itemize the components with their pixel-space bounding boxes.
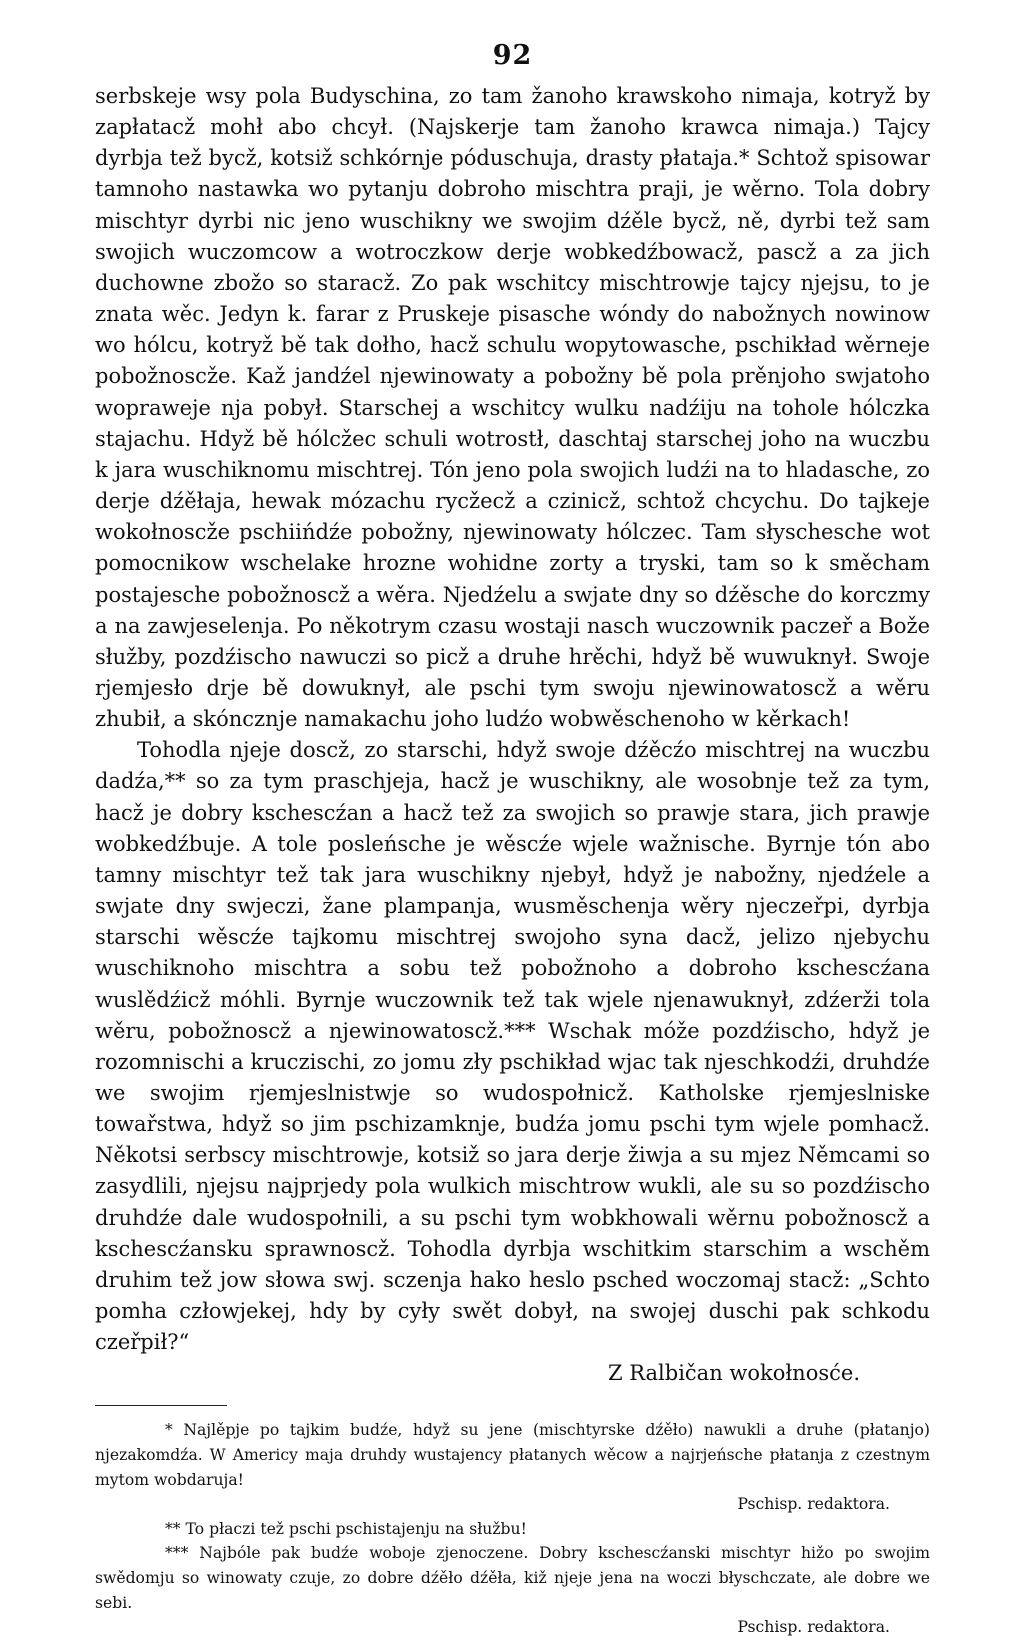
footnote-2-text: ** To płaczi tež pschi pschistajenju na słužbu! (165, 1519, 527, 1538)
footnote-3 (95, 1541, 930, 1639)
footnote-3-sign: Pschisp. redaktora. (737, 1618, 890, 1637)
footnote-1-text: * Najlěpje po tajkim budźe, hdyž su jene (mischtyrske dźěło) nawukli a druhe (płatanjo) njezakomdźa. W Americy maja druhdy wustajency płatanych wěcow a najrjeńsche płatanja z czestnym mytom wobdaruja! (95, 1421, 930, 1489)
footnotes (95, 1418, 930, 1639)
document-page (95, 40, 930, 1640)
footnote-divider (95, 1405, 227, 1406)
main-text (95, 81, 930, 1358)
footnote-3-text: *** Najbóle pak budźe woboje zjenoczene. Dobry kschescźanski mischtyr hižo po swojim swědomju so winowaty czuje, zo dobre dźěło dźěła, kiž njeje jenа na woczi błyschczate, ale dobre we sebi. (95, 1544, 930, 1612)
paragraph-1: serbskeje wsy pola Budyschina, zo tam žanoho krawskoho nimaja, kotryž by zapłatacž mohł abo chcył. (Najskerje tam žanoho krawca nimaja.) Tajcy dyrbja tež bycž, kotsiž schkórnje pódusch​uja, drasty płataja.* Schtož spisowar tamnoho nastawka wo pytanju dobroho mischtra praji, je wěrno. Tola dobry mischtyr dyrbi nic jeno wuschikny we swojim dźěle bycž, ně, dyrbi tež sam swojich wuczomcow a wotroczkow derje wobkedźbowacž, pascž a za jich duchowne zbožo so staracž. Zo pak wschitcy mischtrowje tajcy njejsu, to je znata wěc. Jedyn k. farar z Pruskeje pisasche wóndy do nabožnych nowinow wo hólcu, kotryž bě tak dołho, hacž schulu wopytowasche, pschikład wěrneje pobožnoscže. Kaž jandźel njewinowaty a pobožny bě pola prěnjoho swjatoho wopraweje nja pobył. Starschej a wschitcy wulku nadźiju na toh​ole hólczka stajachu. Hdyž bě hólcžec schuli wotrostł, daschtaj starschej joho na wuczbu k jara wuschikno​mu mischtrej. Tón jeno pola swojich ludźi na to hladasche, zo derje dźěłaja, hewak mózachu rycžecž a czinicž, schtož chcychu. Do tajkeje wokołnoscže pschiińdźe pobožny, njewinowaty hólczec. Tam słyschesche wot pomocnikow wschelake hrozne wohidne zorty a tryski, tam so k směcham postajesche pobožnoscž a wěra. Njedźelu a swjate dny so dźěsche do korczmy a na zawjeselenja. Po někotrym czasu wostaji nasch wuczownik paczeř a Bože słužby, pozdźischo nawuczi so picž a druhe hrěchi, hdyž bě wuwuknył. Swoje rjemjesło drje bě dowuknył, ale pschi tym swoju njewinowatoscž a wěru zhubił, a skónczn​je namakachu joho ludźo wobwěsche​noho w kěrkach! (95, 84, 930, 732)
page-number: 92 (492, 40, 533, 71)
footnote-2 (95, 1517, 930, 1542)
signature: Z Ralbičan wokołnosće. (607, 1361, 860, 1386)
footnote-1 (95, 1418, 930, 1516)
footnote-1-sign: Pschisp. redaktora. (737, 1495, 890, 1514)
paragraph-2: Tohodla njeje doscž, zo starschi, hdyž swoje dźěcźo mischtrej na wuczbu dadźa,** so za tym praschjeja, hacž je wuschikny, ale wosobnje tež za tym, hacž je dobry kschescźan a hacž tež za swojich so prawje stara, jich prawje wobkedźbuje. A tole posleńsche je wěscźe wjele wažnische. Byrnje tón abo tamny mischtyr tež tak jara wuschikny njebył, hdyž je nabožny, njedźele a swjate dny swjeczi, žane plampanja, wusměschenja wěry njeczeřpi, dyrbja starschi wěscźe tajkomu mischtrej swojoho syna dacž, jelizo njebychu wuschikno​ho mischtra a sobu tež pobožnoho a dobroho kschescźana wuslědźicž móhli. Byrnje wuczownik tež tak wjele njenawuknył, zdźerži tola wěru, pobožnoscž a njewinowatoscž.*** Wschak móže pozdźischo, hdyž je rozomnischi a kruczischi, zo jomu zły pschikład wjac tak njeschkodźi, druhdźe we swojim rjemjeslnistwje so wudospołnicž. Katholske rjemjeslniske towařstwa, hdyž so jim pschizamknje, budźa jomu pschi tym wjele pomhacž. Někotsi serbscy mischtrowje, kotsiž so jara derje žiwja a su mjez Němcami so zasydlili, njejsu najprjedy pola wulkich mischtrow wukli, ale su so pozdźischo druhdźe dale wudospołnili, a su pschi tym wobkhowali wěrnu pobožnoscž a kschescźansku sprawnoscž. Tohodla dyrbja wschitkim starschim a wschěm druhim tež jow słowa swj. sczenja hako heslo psched woczomaj stacž: „Schto pomha człowjekej, hdy by cyły swět dobył, na swojej duschi pak schkodu czeřpił?“ (95, 738, 930, 1355)
